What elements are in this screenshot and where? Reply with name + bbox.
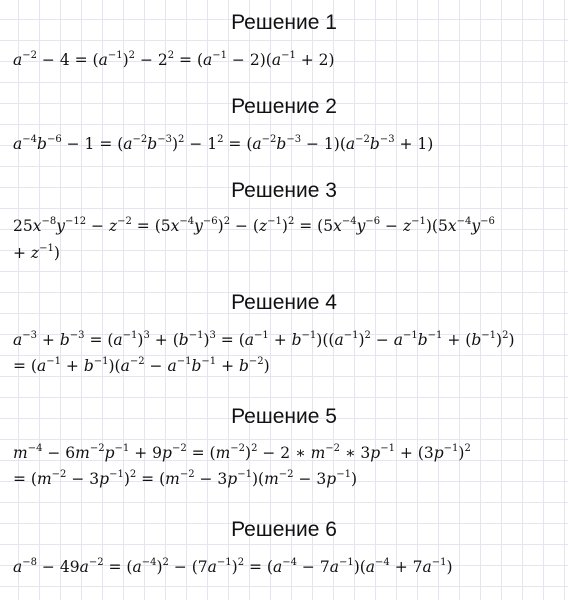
solution-5-formula-line-1: $m^{-4} - 6m^{-2}p^{-1} + 9p^{-2} = (m^{-2})^2 - 2$ ∗ $m^{-2}$ ∗ $3p^{-1} + (3p^{-1})^2$	[13, 443, 471, 462]
solution-2-formula: $a^{-4}b^{-6} - 1 = (a^{-2}b^{-3})^2 - 1^2 = (a^{-2}b^{-3} - 1)(a^{-2}b^{-3} + 1)$	[13, 134, 434, 153]
solution-5-title: Решение 5	[231, 405, 337, 428]
solution-4-formula-line-2: = $(a^{-1} + b^{-1})(a^{-2} - a^{-1}b^{-1} + b^{-2})$	[13, 356, 270, 375]
solution-3-formula-line-2: + $z^{-1}$)	[13, 243, 60, 262]
solution-4-formula-line-1: $a^{-3} + b^{-3} = (a^{-1})^3 + (b^{-1})^3 = (a^{-1} + b^{-1})((a^{-1})^2 - a^{-1}b^{-1} + (b^{-1})^2)$	[13, 330, 515, 349]
solution-6-formula: $a^{-8} - 49a^{-2} = (a^{-4})^2 - (7a^{-1})^2 = (a^{-4} - 7a^{-1})(a^{-4} + 7a^{-1})$	[13, 557, 453, 576]
solution-6-title: Решение 6	[231, 518, 337, 541]
solution-1-title: Решение 1	[231, 11, 337, 34]
solution-3-formula-line-1: $25x^{-8}y^{-12} - z^{-2} = (5x^{-4}y^{-6})^2 - (z^{-1})^2 = (5x^{-4}y^{-6} - z^{-1})(5x^{-4}y^{-6}$	[13, 216, 495, 235]
solution-4-title: Решение 4	[231, 291, 337, 314]
solution-1-formula: $a^{-2} - 4 = (a^{-1})^2 - 2^2 = (a^{-1} - 2)(a^{-1} + 2)$	[13, 50, 335, 69]
solution-3-title: Решение 3	[231, 179, 337, 202]
solution-2-title: Решение 2	[231, 95, 337, 118]
solution-5-formula-line-2: = $(m^{-2} - 3p^{-1})^2 = (m^{-2} - 3p^{-1})(m^{-2} - 3p^{-1})$	[13, 469, 357, 488]
